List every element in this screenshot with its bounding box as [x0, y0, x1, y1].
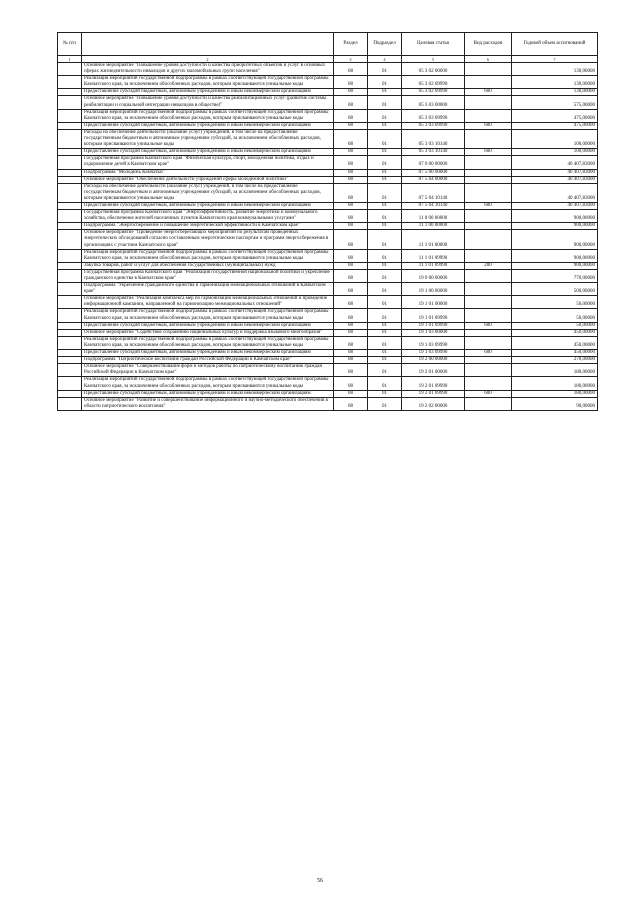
row-expense-cell	[465, 249, 512, 262]
table-row	[58, 283, 598, 296]
table-row	[58, 202, 598, 209]
row-subsection-cell: 01	[368, 336, 402, 349]
row-num-cell	[58, 309, 82, 322]
table-row	[58, 357, 598, 364]
table-row	[58, 322, 598, 329]
row-target-cell: 19 2 01 09990	[402, 390, 465, 397]
row-target-cell: 19 2 02 00000	[402, 397, 465, 410]
table-row	[58, 350, 598, 357]
row-target-cell: 11 1 01 09990	[402, 249, 465, 262]
table-row	[58, 183, 598, 202]
row-expense-cell	[465, 156, 512, 169]
row-amount-cell: 575,00000	[512, 96, 598, 109]
row-name-cell: Предоставление субсидий бюджетным, автономным учреждениям и иным некоммерческим организациям	[82, 350, 334, 357]
row-section-cell: 08	[334, 322, 368, 329]
col-number: 3	[334, 56, 368, 63]
row-expense-cell: 600	[465, 350, 512, 357]
row-target-cell: 05 3 02 09990	[402, 76, 465, 89]
row-target-cell: 19 2 00 00000	[402, 357, 465, 364]
row-section-cell: 08	[334, 109, 368, 122]
column-number-row	[58, 56, 598, 63]
row-amount-cell: 40 407,83000	[512, 176, 598, 183]
table-row	[58, 176, 598, 183]
row-name-cell: Государственная программа Камчатского края "Физическая культура, спорт, молодежная политика, отдых и оздоровление детей в Камчатском крае"	[82, 156, 334, 169]
row-name-cell: Реализация мероприятий государственной подпрограммы в рамках соответствующей государственной программы Камчатского края, за исключением обособленных расходов, которым присваиваются уникальные коды	[82, 336, 334, 349]
row-expense-cell	[465, 397, 512, 410]
row-name-cell: Расходы на обеспечение деятельности (оказание услуг) учреждений, в том числе на предоставление государственным бюджетным и автономным учреждениям субсидий, за исключением обособленных расходов, которым присваиваются уникальные коды	[82, 129, 334, 148]
row-expense-cell	[465, 96, 512, 109]
row-amount-cell: 500,00000	[512, 283, 598, 296]
row-subsection-cell: 01	[368, 269, 402, 282]
row-target-cell: 11 1 01 00000	[402, 230, 465, 249]
row-subsection-cell: 01	[368, 283, 402, 296]
row-name-cell: Государственная программа Камчатского края "Энергоэффективность, развитие энергетики и коммунального хозяйства, обеспечение жителей населенных пунктов Камчатского края коммунальными услугами"	[82, 210, 334, 223]
row-amount-cell: 450,00000	[512, 350, 598, 357]
row-target-cell: 19 2 01 09990	[402, 377, 465, 390]
row-target-cell: 19 1 01 00000	[402, 296, 465, 309]
row-num-cell	[58, 230, 82, 249]
table-row	[58, 336, 598, 349]
row-expense-cell	[465, 210, 512, 223]
row-subsection-cell: 01	[368, 230, 402, 249]
row-section-cell: 08	[334, 89, 368, 96]
row-target-cell: 07 5 00 00000	[402, 169, 465, 176]
row-name-cell: Закупка товаров, работ и услуг для обеспечения государственных (муниципальных) нужд	[82, 262, 334, 269]
row-section-cell: 08	[334, 309, 368, 322]
page-number: 56	[317, 878, 323, 884]
row-subsection-cell: 01	[368, 309, 402, 322]
row-expense-cell	[465, 364, 512, 377]
row-subsection-cell: 01	[368, 63, 402, 76]
row-target-cell: 19 2 01 00000	[402, 364, 465, 377]
row-amount-cell: 40 407,83000	[512, 202, 598, 209]
table-row	[58, 76, 598, 89]
row-num-cell	[58, 283, 82, 296]
row-section-cell: 08	[334, 269, 368, 282]
row-expense-cell: 200	[465, 262, 512, 269]
row-name-cell: Реализация мероприятий государственной подпрограммы в рамках соответствующей государственной программы Камчатского края, за исключением обособленных расходов, которым присваиваются уникальные коды	[82, 249, 334, 262]
row-name-cell: Реализация мероприятий государственной подпрограммы в рамках соответствующей государственной программы Камчатского края, за исключением обособленных расходов, которым присваиваются уникальные коды	[82, 109, 334, 122]
row-expense-cell	[465, 129, 512, 148]
row-name-cell: Предоставление субсидий бюджетным, автономным учреждениям и иным некоммерческим организациям	[82, 89, 334, 96]
row-section-cell: 08	[334, 364, 368, 377]
header-name	[82, 33, 334, 56]
row-amount-cell: 50,00000	[512, 309, 598, 322]
table-row	[58, 129, 598, 148]
header-subsection: Подраздел	[368, 33, 402, 56]
row-subsection-cell: 01	[368, 156, 402, 169]
row-subsection-cell: 01	[368, 129, 402, 148]
row-section-cell: 08	[334, 210, 368, 223]
row-section-cell: 08	[334, 96, 368, 109]
row-name-cell: Основное мероприятие "Реализация комплекса мер по гармонизации межнациональных отношений и проведение информационной кампании, направленной на гармонизацию межнациональных отношений"	[82, 296, 334, 309]
row-name-cell: Реализация мероприятий государственной подпрограммы в рамках соответствующей государственной программы Камчатского края, за исключением обособленных расходов, которым присваиваются уникальные коды	[82, 309, 334, 322]
row-subsection-cell: 01	[368, 397, 402, 410]
row-target-cell: 19 1 00 00000	[402, 283, 465, 296]
col-number: 2	[82, 56, 334, 63]
row-section-cell: 08	[334, 176, 368, 183]
row-expense-cell	[465, 109, 512, 122]
header-num: № п/п	[58, 33, 82, 56]
table-row	[58, 249, 598, 262]
row-num-cell	[58, 122, 82, 129]
row-name-cell: Подпрограмма "Энергосбережение и повышение энергетической эффективности в Камчатском крае"	[82, 223, 334, 230]
row-amount-cell: 900,00000	[512, 210, 598, 223]
row-amount-cell: 900,00000	[512, 249, 598, 262]
table-row	[58, 397, 598, 410]
row-num-cell	[58, 183, 82, 202]
row-target-cell: 07 5 04 00000	[402, 176, 465, 183]
row-subsection-cell: 01	[368, 89, 402, 96]
row-num-cell	[58, 357, 82, 364]
row-num-cell	[58, 336, 82, 349]
row-expense-cell: 600	[465, 89, 512, 96]
row-section-cell: 08	[334, 397, 368, 410]
row-num-cell	[58, 89, 82, 96]
row-name-cell: Предоставление субсидий бюджетным, автономным учреждениям и иным некоммерческим организациям	[82, 149, 334, 156]
row-target-cell: 11 0 00 00000	[402, 210, 465, 223]
row-section-cell: 08	[334, 329, 368, 336]
row-amount-cell: 900,00000	[512, 230, 598, 249]
row-subsection-cell: 01	[368, 109, 402, 122]
row-num-cell	[58, 397, 82, 410]
row-expense-cell: 600	[465, 122, 512, 129]
row-expense-cell: 600	[465, 322, 512, 329]
row-expense-cell	[465, 183, 512, 202]
row-amount-cell: 475,00000	[512, 109, 598, 122]
row-section-cell: 08	[334, 230, 368, 249]
row-amount-cell: 450,00000	[512, 329, 598, 336]
row-subsection-cell: 01	[368, 169, 402, 176]
row-amount-cell: 90,00000	[512, 397, 598, 410]
row-target-cell: 05 3 03 00000	[402, 96, 465, 109]
row-num-cell	[58, 223, 82, 230]
row-amount-cell: 50,00000	[512, 296, 598, 309]
row-section-cell: 08	[334, 350, 368, 357]
row-subsection-cell: 01	[368, 357, 402, 364]
table-row	[58, 149, 598, 156]
row-target-cell: 07 5 04 10140	[402, 183, 465, 202]
row-num-cell	[58, 76, 82, 89]
row-target-cell: 19 1 01 09990	[402, 322, 465, 329]
table-row	[58, 329, 598, 336]
row-target-cell: 05 3 03 10140	[402, 149, 465, 156]
row-name-cell: Реализация мероприятий государственной подпрограммы в рамках соответствующей государственной программы Камчатского края, за исключением обособленных расходов, которым присваиваются уникальные коды	[82, 76, 334, 89]
row-amount-cell: 130,00000	[512, 76, 598, 89]
header-row	[58, 33, 598, 56]
table-row	[58, 269, 598, 282]
row-target-cell: 11 1 01 09990	[402, 262, 465, 269]
row-subsection-cell: 01	[368, 329, 402, 336]
row-amount-cell: 475,00000	[512, 122, 598, 129]
row-subsection-cell: 01	[368, 223, 402, 230]
table-row	[58, 96, 598, 109]
row-amount-cell: 40 407,83000	[512, 156, 598, 169]
row-subsection-cell: 01	[368, 364, 402, 377]
row-subsection-cell: 01	[368, 96, 402, 109]
row-section-cell: 08	[334, 156, 368, 169]
row-num-cell	[58, 176, 82, 183]
row-num-cell	[58, 63, 82, 76]
row-subsection-cell: 01	[368, 176, 402, 183]
col-number: 6	[465, 56, 512, 63]
row-target-cell: 05 3 02 09990	[402, 89, 465, 96]
row-section-cell: 08	[334, 76, 368, 89]
row-amount-cell: 180,00000	[512, 390, 598, 397]
table-row	[58, 63, 598, 76]
row-num-cell	[58, 390, 82, 397]
row-section-cell: 08	[334, 63, 368, 76]
row-expense-cell	[465, 357, 512, 364]
row-section-cell: 08	[334, 377, 368, 390]
row-name-cell: Подпрограмма "Укрепление гражданского единства и гармонизация межнациональных отношений в Камчатском крае"	[82, 283, 334, 296]
row-expense-cell	[465, 296, 512, 309]
row-subsection-cell: 01	[368, 390, 402, 397]
table-row	[58, 296, 598, 309]
row-subsection-cell: 01	[368, 350, 402, 357]
row-num-cell	[58, 329, 82, 336]
table-row	[58, 210, 598, 223]
row-section-cell: 08	[334, 283, 368, 296]
row-name-cell: Основное мероприятие "Проведение энергосберегающих мероприятий по результатам проведенных энергетических обследований согласно составленным энергетическим паспортам и программ энергосбережения в организациях с участием Камчатского края"	[82, 230, 334, 249]
row-amount-cell: 900,00000	[512, 262, 598, 269]
row-expense-cell	[465, 329, 512, 336]
row-name-cell: Основное мероприятие "Обеспечение деятельности учреждений сферы молодежной политики"	[82, 176, 334, 183]
row-name-cell: Предоставление субсидий бюджетным, автономным учреждениям и иным некоммерческим организациям	[82, 390, 334, 397]
row-section-cell: 08	[334, 149, 368, 156]
row-section-cell: 08	[334, 262, 368, 269]
table-row	[58, 109, 598, 122]
row-subsection-cell: 01	[368, 202, 402, 209]
row-section-cell: 08	[334, 183, 368, 202]
table-row	[58, 223, 598, 230]
row-section-cell: 08	[334, 336, 368, 349]
row-target-cell: 11 1 00 00000	[402, 223, 465, 230]
row-num-cell	[58, 169, 82, 176]
row-subsection-cell: 01	[368, 262, 402, 269]
row-num-cell	[58, 96, 82, 109]
row-num-cell	[58, 156, 82, 169]
row-subsection-cell: 01	[368, 122, 402, 129]
table-row	[58, 230, 598, 249]
row-amount-cell: 50,00000	[512, 322, 598, 329]
row-num-cell	[58, 377, 82, 390]
row-name-cell: Основное мероприятие "Совершенствование форм и методов работы по патриотическому воспитанию граждан Российской Федерации в Камчатском крае"	[82, 364, 334, 377]
row-amount-cell: 130,00000	[512, 63, 598, 76]
row-name-cell: Реализация мероприятий государственной подпрограммы в рамках соответствующей государственной программы Камчатского края, за исключением обособленных расходов, которым присваиваются уникальные коды	[82, 377, 334, 390]
table-row	[58, 122, 598, 129]
row-expense-cell	[465, 230, 512, 249]
row-target-cell: 07 0 00 00000	[402, 156, 465, 169]
row-amount-cell: 900,00000	[512, 223, 598, 230]
row-target-cell: 19 1 01 09990	[402, 309, 465, 322]
row-name-cell: Основное мероприятие "Развитие и совершенствование информационного и научно-методического обеспечения в области патриотического воспитания"	[82, 397, 334, 410]
row-amount-cell: 180,00000	[512, 364, 598, 377]
row-num-cell	[58, 129, 82, 148]
row-section-cell: 08	[334, 169, 368, 176]
row-expense-cell	[465, 283, 512, 296]
table-body	[58, 63, 598, 411]
row-name-cell: Подпрограмма "Патриотическое воспитание граждан Российской Федерации в Камчатском крае"	[82, 357, 334, 364]
row-num-cell	[58, 149, 82, 156]
table-row	[58, 309, 598, 322]
budget-table-container	[57, 32, 597, 411]
row-num-cell	[58, 364, 82, 377]
row-expense-cell: 600	[465, 149, 512, 156]
row-expense-cell	[465, 269, 512, 282]
row-amount-cell: 40 407,83000	[512, 183, 598, 202]
table-row	[58, 377, 598, 390]
row-target-cell: 19 1 03 09990	[402, 336, 465, 349]
col-number: 1	[58, 56, 82, 63]
row-num-cell	[58, 269, 82, 282]
row-expense-cell	[465, 63, 512, 76]
row-name-cell: Предоставление субсидий бюджетным, автономным учреждениям и иным некоммерческим организациям	[82, 122, 334, 129]
row-expense-cell	[465, 76, 512, 89]
row-target-cell: 05 3 02 00000	[402, 63, 465, 76]
col-number: 7	[512, 56, 598, 63]
row-target-cell: 05 3 03 09990	[402, 122, 465, 129]
row-name-cell: Основное мероприятие "Повышение уровня доступности и качества реабилитационных услуг (развитие системы реабилитации и социальной интеграции инвалидов в обществе)"	[82, 96, 334, 109]
col-number: 5	[402, 56, 465, 63]
table-row	[58, 156, 598, 169]
header-target: Целевая статья	[402, 33, 465, 56]
table-row	[58, 169, 598, 176]
row-amount-cell: 100,00000	[512, 129, 598, 148]
budget-table	[57, 32, 598, 411]
row-expense-cell	[465, 309, 512, 322]
row-subsection-cell: 01	[368, 377, 402, 390]
row-amount-cell: 270,00000	[512, 357, 598, 364]
row-num-cell	[58, 210, 82, 223]
row-expense-cell: 600	[465, 390, 512, 397]
row-amount-cell: 450,00000	[512, 336, 598, 349]
row-subsection-cell: 01	[368, 322, 402, 329]
row-expense-cell: 600	[465, 202, 512, 209]
row-section-cell: 08	[334, 390, 368, 397]
row-section-cell: 08	[334, 122, 368, 129]
header-section: Раздел	[334, 33, 368, 56]
row-num-cell	[58, 249, 82, 262]
row-name-cell: Государственная программа Камчатского края "Реализация государственной национальной политики и укрепление гражданского единства в Камчатском крае"	[82, 269, 334, 282]
table-row	[58, 364, 598, 377]
row-subsection-cell: 01	[368, 210, 402, 223]
row-expense-cell	[465, 377, 512, 390]
row-target-cell: 19 1 03 00000	[402, 329, 465, 336]
row-name-cell: Основное мероприятие "Повышение уровня доступности и качества приоритетных объектов и услуг в основных сферах жизнедеятельности инвалидов и других маломобильных групп населения"	[82, 63, 334, 76]
row-num-cell	[58, 350, 82, 357]
row-amount-cell: 180,00000	[512, 377, 598, 390]
row-section-cell: 08	[334, 296, 368, 309]
table-row	[58, 89, 598, 96]
row-name-cell: Предоставление субсидий бюджетным, автономным учреждениям и иным некоммерческим организациям	[82, 322, 334, 329]
row-expense-cell	[465, 336, 512, 349]
col-number: 4	[368, 56, 402, 63]
row-num-cell	[58, 322, 82, 329]
row-subsection-cell: 01	[368, 149, 402, 156]
row-target-cell: 05 3 03 10140	[402, 129, 465, 148]
row-target-cell: 19 0 00 00000	[402, 269, 465, 282]
row-name-cell: Основное мероприятие "Содействие сохранению национальных культур и поддержка языкового многообразия"	[82, 329, 334, 336]
row-section-cell: 08	[334, 223, 368, 230]
row-name-cell: Расходы на обеспечение деятельности (оказание услуг) учреждений, в том числе на предоставление государственным бюджетным и автономным учреждениям субсидий, за исключением обособленных расходов, которым присваиваются уникальные коды	[82, 183, 334, 202]
row-num-cell	[58, 202, 82, 209]
row-target-cell: 07 5 04 10140	[402, 202, 465, 209]
row-section-cell: 08	[334, 202, 368, 209]
row-expense-cell	[465, 169, 512, 176]
row-num-cell	[58, 109, 82, 122]
row-target-cell: 19 1 03 09990	[402, 350, 465, 357]
row-expense-cell	[465, 223, 512, 230]
row-expense-cell	[465, 176, 512, 183]
header-expense: Вид расходов	[465, 33, 512, 56]
table-row	[58, 390, 598, 397]
row-subsection-cell: 01	[368, 76, 402, 89]
row-section-cell: 08	[334, 357, 368, 364]
row-num-cell	[58, 262, 82, 269]
row-amount-cell: 40 407,83000	[512, 169, 598, 176]
header-amount: Годовой объем ассигнований	[512, 33, 598, 56]
row-amount-cell: 130,00000	[512, 89, 598, 96]
row-subsection-cell: 01	[368, 296, 402, 309]
row-amount-cell: 100,00000	[512, 149, 598, 156]
table-row	[58, 262, 598, 269]
row-subsection-cell: 01	[368, 183, 402, 202]
row-num-cell	[58, 296, 82, 309]
row-name-cell: Предоставление субсидий бюджетным, автономным учреждениям и иным некоммерческим организациям	[82, 202, 334, 209]
row-target-cell: 05 3 03 09990	[402, 109, 465, 122]
row-subsection-cell: 01	[368, 249, 402, 262]
row-section-cell: 08	[334, 129, 368, 148]
row-section-cell: 08	[334, 249, 368, 262]
row-name-cell: Подпрограмма "Молодежь Камчатки"	[82, 169, 334, 176]
row-amount-cell: 770,00000	[512, 269, 598, 282]
